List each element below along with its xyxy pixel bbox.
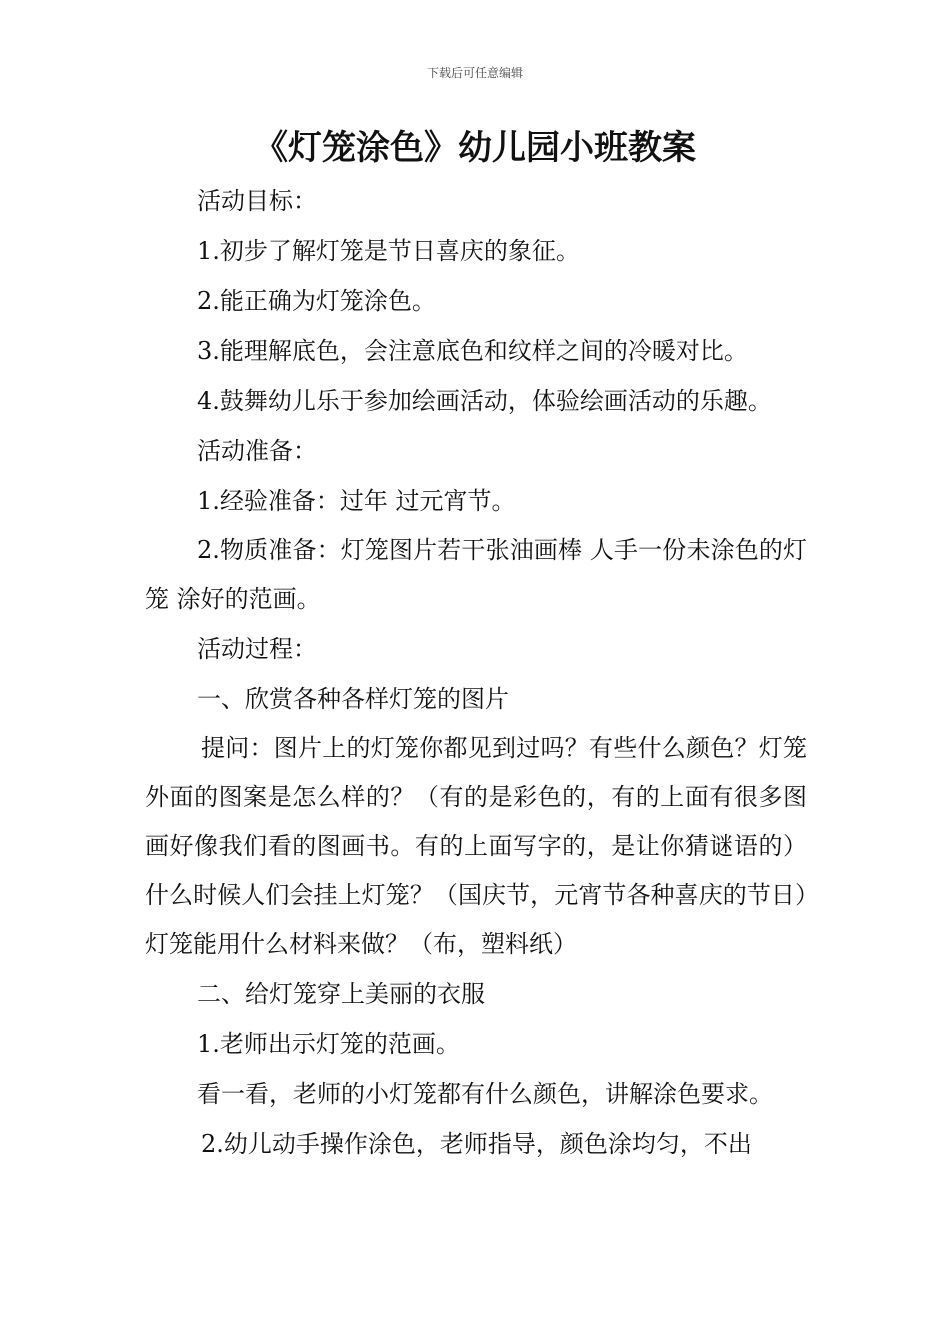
- step-one: 1.老师出示灯笼的范画。: [197, 1030, 460, 1058]
- question-paragraph: 提问：图片上的灯笼你都见到过吗？有些什么颜色？灯笼外面的图案是怎么样的？（有的是彩色的，有的上面有很多图画好像我们看的图画书。有的上面写字的，是让你猜谜语的）什么时候人们会挂上灯笼？（国庆节，元宵节各种喜庆的节日）灯笼能用什么材料来做？（布，塑料纸）: [145, 734, 807, 958]
- section-one-heading: 一、欣赏各种各样灯笼的图片: [197, 685, 509, 713]
- step-two: 2.幼儿动手操作涂色，老师指导，颜色涂均匀，不出: [201, 1130, 752, 1158]
- preparation-item-2: 2.物质准备：灯笼图片若干张油画棒 人手一份未涂色的灯笼 涂好的范画。: [145, 536, 807, 613]
- document-body: [145, 176, 807, 1169]
- goal-item-3: 3.能理解底色，会注意底色和纹样之间的冷暖对比。: [197, 337, 748, 365]
- section-two-heading: 二、给灯笼穿上美丽的衣服: [197, 980, 485, 1008]
- goal-item-2: 2.能正确为灯笼涂色。: [197, 287, 436, 315]
- process-heading: 活动过程：: [197, 635, 317, 663]
- preparation-heading: 活动准备：: [197, 437, 317, 465]
- document-title: 《灯笼涂色》幼儿园小班教案: [254, 128, 696, 168]
- goal-item-4: 4.鼓舞幼儿乐于参加绘画活动，体验绘画活动的乐趣。: [197, 387, 772, 415]
- page-header-note: 下载后可任意编辑: [426, 66, 523, 80]
- goal-heading: 活动目标：: [197, 187, 317, 215]
- goal-item-1: 1.初步了解灯笼是节日喜庆的象征。: [197, 237, 580, 265]
- preparation-item-1: 1.经验准备：过年 过元宵节。: [197, 487, 516, 515]
- step-one-detail: 看一看，老师的小灯笼都有什么颜色，讲解涂色要求。: [197, 1080, 773, 1108]
